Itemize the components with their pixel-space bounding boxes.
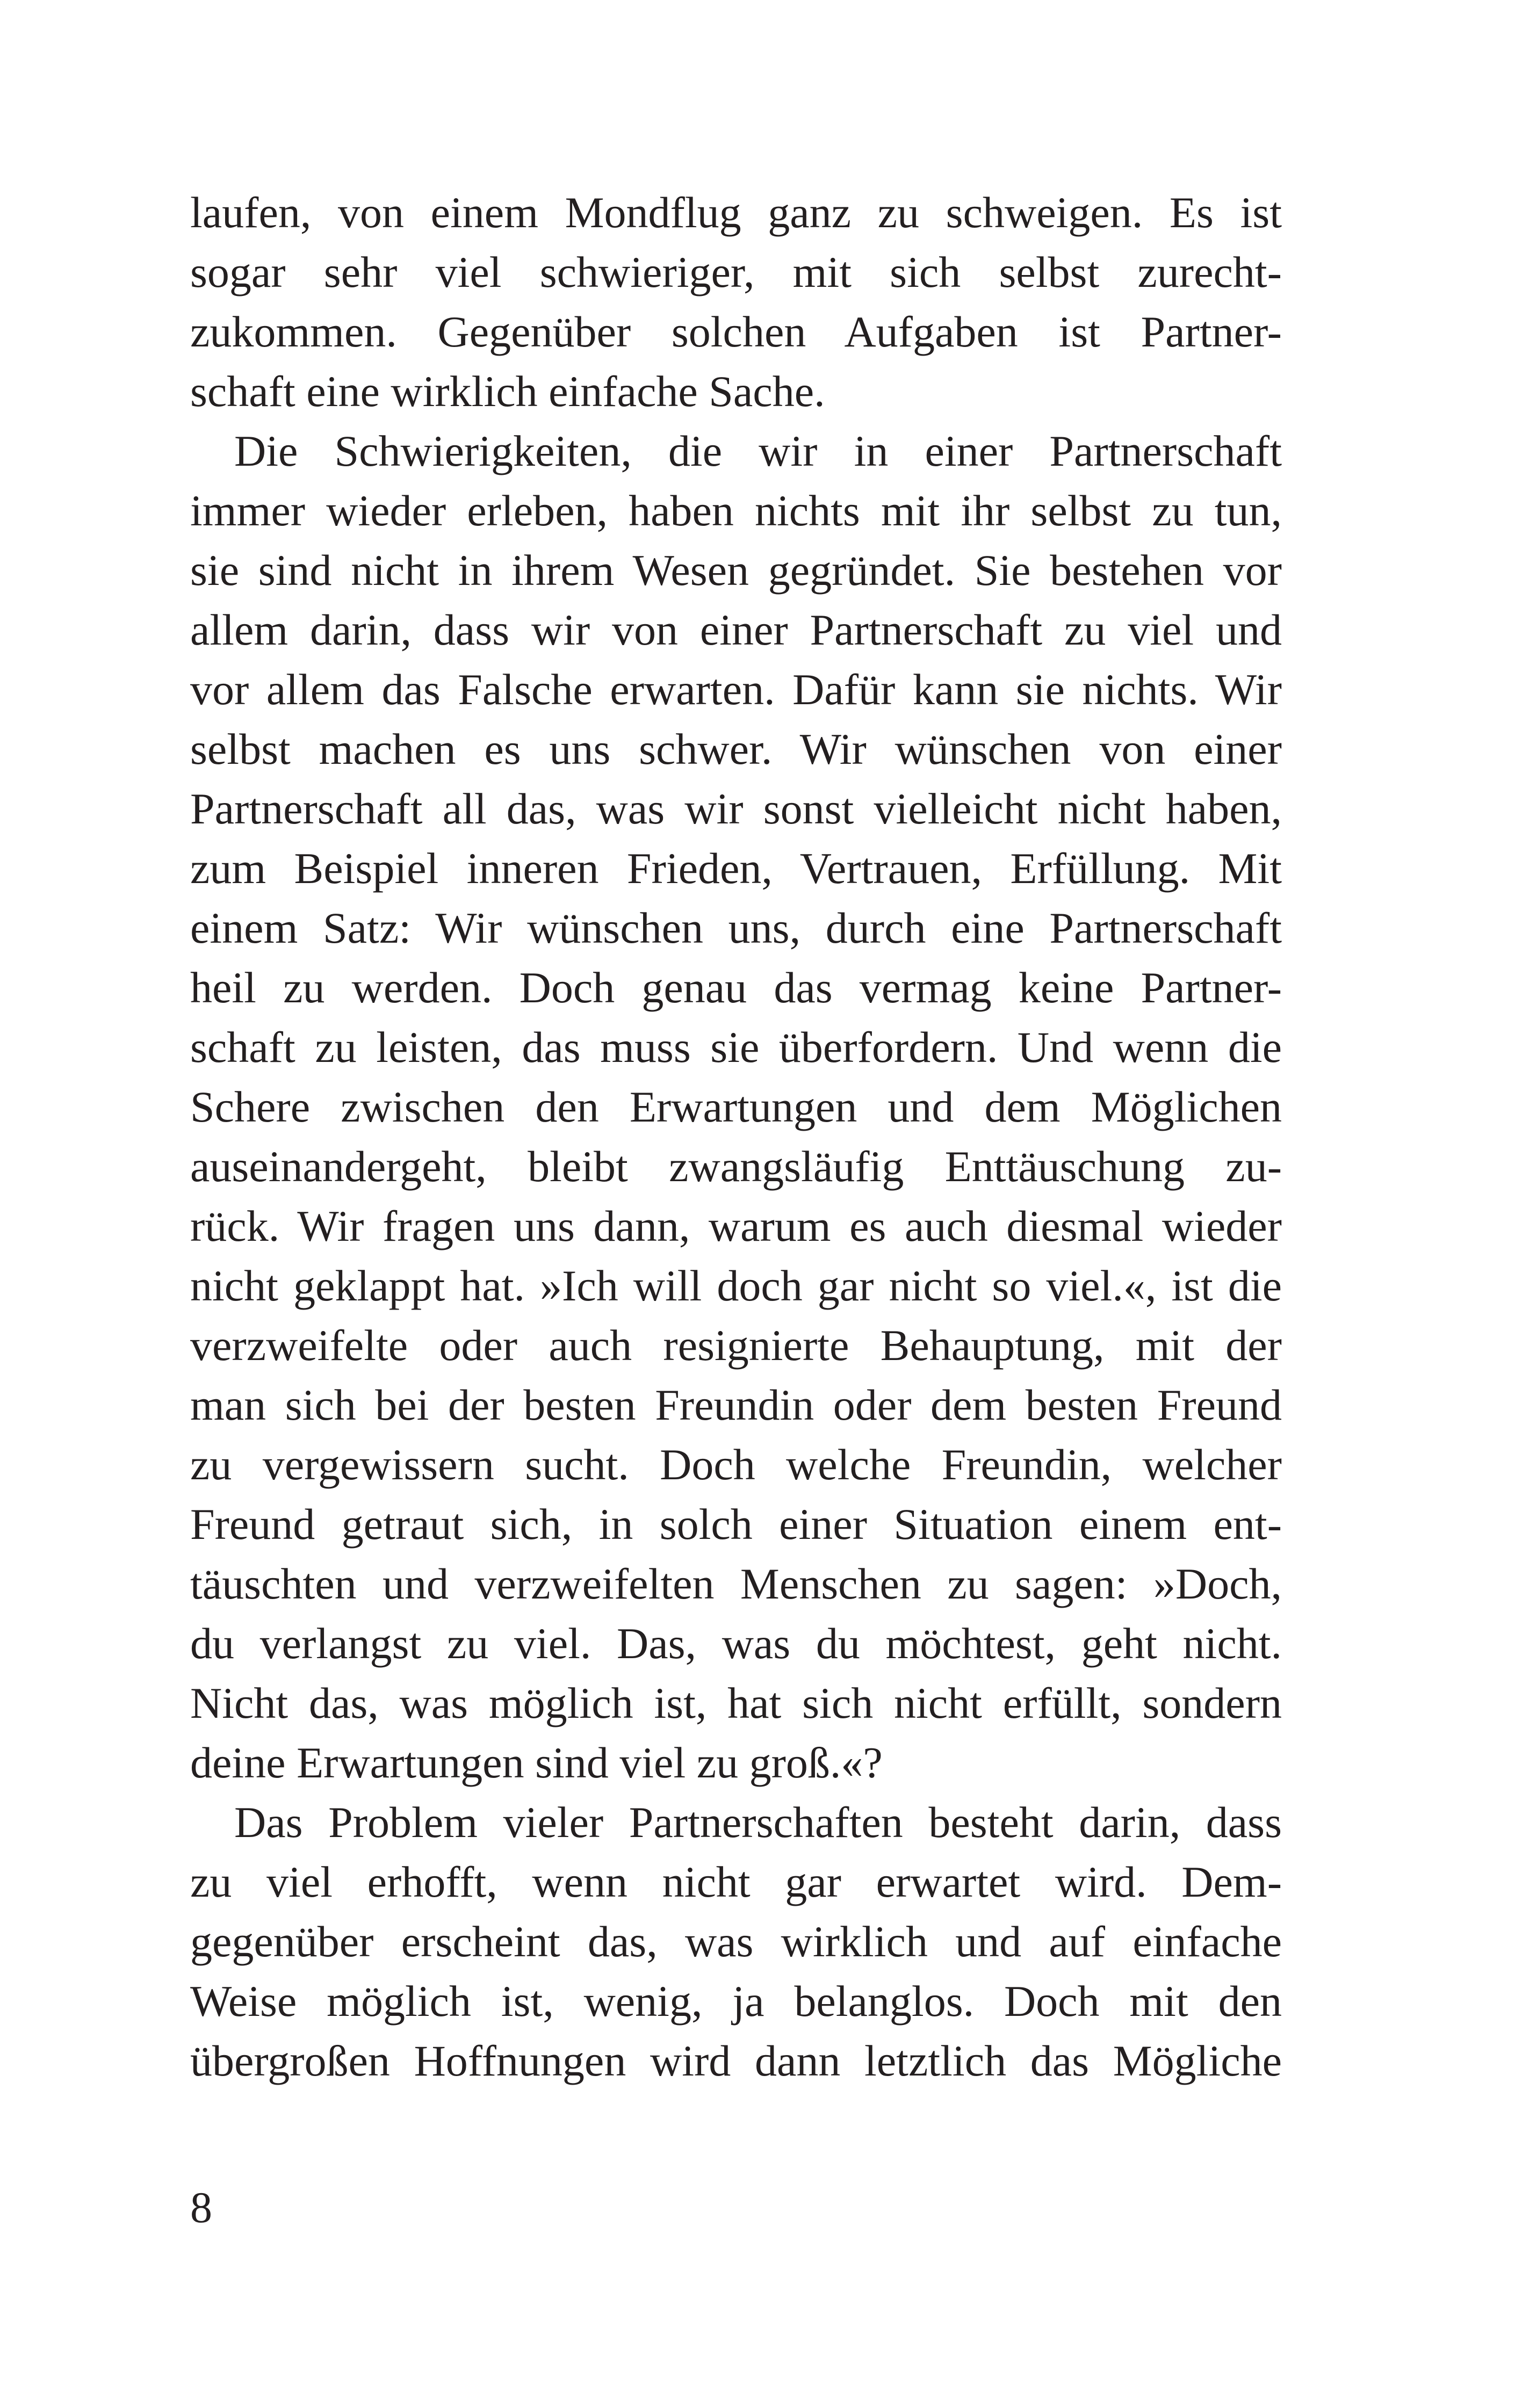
text-line: heil zu werden. Doch genau das vermag keine Partner- (190, 963, 1282, 1012)
text-line: gegenüber erscheint das, was wirklich und auf einfache (190, 1917, 1282, 1966)
body-text (190, 183, 1282, 2091)
text-line: Das Problem vieler Partnerschaften besteht darin, dass (234, 1798, 1282, 1847)
text-line: selbst machen es uns schwer. Wir wünschen von einer (190, 725, 1282, 773)
page-number: 8 (190, 2183, 212, 2232)
paragraph-2 (190, 421, 1282, 1792)
text-line: rück. Wir fragen uns dann, warum es auch diesmal wieder (190, 1202, 1282, 1250)
text-line: Die Schwierigkeiten, die wir in einer Partnerschaft (234, 426, 1282, 475)
text-line: vor allem das Falsche erwarten. Dafür kann sie nichts. Wir (190, 665, 1282, 714)
text-line: schaft zu leisten, das muss sie überfordern. Und wenn die (190, 1023, 1282, 1072)
text-line: Nicht das, was möglich ist, hat sich nicht erfüllt, sondern (190, 1679, 1282, 1727)
text-line: einem Satz: Wir wünschen uns, durch eine Partnerschaft (190, 903, 1282, 952)
text-line: schaft eine wirklich einfache Sache. (190, 367, 825, 416)
text-line: Weise möglich ist, wenig, ja belanglos. Doch mit den (190, 1977, 1282, 2026)
text-line: übergroßen Hoffnungen wird dann letztlich das Mögliche (190, 2036, 1282, 2085)
text-line: zum Beispiel inneren Frieden, Vertrauen, Erfüllung. Mit (190, 844, 1282, 893)
text-line: immer wieder erleben, haben nichts mit ihr selbst zu tun, (190, 486, 1282, 535)
text-line: täuschten und verzweifelten Menschen zu sagen: »Doch, (190, 1559, 1282, 1608)
text-line: zukommen. Gegenüber solchen Aufgaben ist Partner- (190, 307, 1282, 356)
text-line: man sich bei der besten Freundin oder dem besten Freund (190, 1380, 1282, 1429)
text-line: sogar sehr viel schwieriger, mit sich selbst zurecht- (190, 248, 1282, 297)
text-line: laufen, von einem Mondflug ganz zu schweigen. Es ist (190, 188, 1282, 237)
text-line: Freund getraut sich, in solch einer Situation einem ent- (190, 1500, 1282, 1549)
text-line: du verlangst zu viel. Das, was du möchtest, geht nicht. (190, 1619, 1282, 1668)
text-line: zu vergewissern sucht. Doch welche Freundin, welcher (190, 1440, 1282, 1489)
text-line: sie sind nicht in ihrem Wesen gegründet. Sie bestehen vor (190, 546, 1282, 595)
paragraph-1 (190, 183, 1282, 421)
text-line: deine Erwartungen sind viel zu groß.«? (190, 1738, 883, 1787)
text-line: verzweifelte oder auch resignierte Behauptung, mit der (190, 1321, 1282, 1370)
text-line: zu viel erhofft, wenn nicht gar erwartet wird. Dem- (190, 1857, 1282, 1906)
paragraph-3 (190, 1792, 1282, 2091)
text-line: Schere zwischen den Erwartungen und dem Möglichen (190, 1082, 1282, 1131)
text-line: allem darin, dass wir von einer Partnerschaft zu viel und (190, 605, 1282, 654)
text-line: auseinandergeht, bleibt zwangsläufig Enttäuschung zu- (190, 1142, 1282, 1191)
text-line: nicht geklappt hat. »Ich will doch gar nicht so viel.«, ist die (190, 1261, 1282, 1310)
text-line: Partnerschaft all das, was wir sonst vielleicht nicht haben, (190, 784, 1282, 833)
